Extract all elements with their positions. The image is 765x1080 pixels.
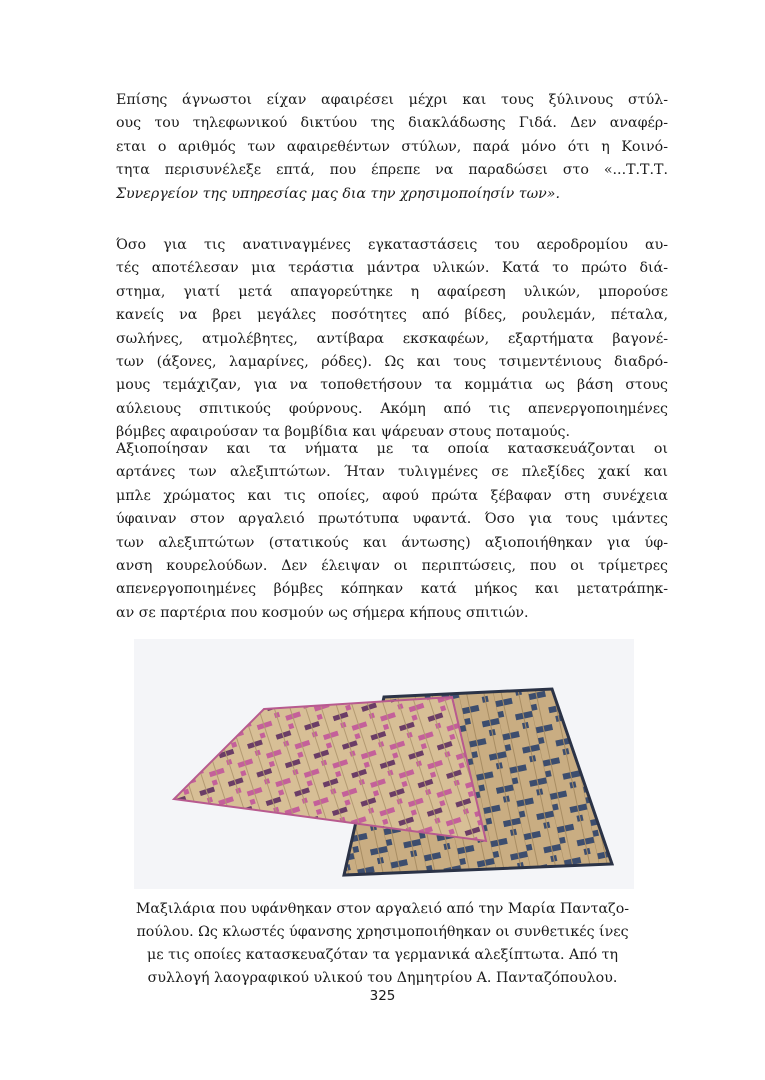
text-line: μους τεμάχιζαν, για να τοποθετήσουν τα κομμάτια ως βάση στους: [116, 377, 668, 394]
caption-line: πούλου. Ως κλωστές ύφανσης χρησιμοποιήθηκαν οι συνθετικές ίνες: [136, 924, 629, 940]
text-line: Επίσης άγνωστοι είχαν αφαιρέσει μέχρι και τους ξύλινους στύλ-: [116, 92, 668, 108]
text-line: μπλε χρώματος και τις οποίες, αφού πρώτα ξέβαφαν στη συνέχεια: [116, 487, 668, 504]
caption-line: με τις οποίες κατασκευαζόταν τα γερμανικά αλεξίπτωτα. Από τη: [146, 947, 619, 963]
text-line: βόμβες αφαιρούσαν τα βομβίδια και ψάρευαν στους ποταμούς.: [116, 424, 570, 441]
text-line: ανση κουρελούδων. Δεν έλειψαν οι περιπτώσεις, που οι τρίμετρες: [116, 558, 668, 575]
text-line: σωλήνες, ατμολέβητες, αντίβαρα εκσκαφέων, εξαρτήματα βαγονέ-: [116, 330, 668, 347]
text-line: αρτάνες των αλεξιπτώτων. Ήταν τυλιγμένες σε πλεξίδες χακί και: [116, 464, 668, 481]
text-line: αν σε παρτέρια που κοσμούν ως σήμερα κήπους σπιτιών.: [116, 604, 529, 621]
woven-pillows-photo: [134, 639, 634, 889]
paragraph-3: [116, 438, 668, 625]
text-line: ους του τηλεφωνικού δικτύου της διακλάδωσης Γιδά. Δεν αναφέρ-: [116, 115, 668, 132]
text-line: κανείς να βρει μεγάλες ποσότητες από βίδες, ρουλεμάν, πέταλα,: [116, 307, 668, 324]
text-line: τητα περισυνέλεξε επτά, που έπρεπε να παραδώσει στο «...Τ.Τ.Τ.: [116, 162, 668, 179]
text-line: Όσο για τις ανατιναγμένες εγκαταστάσεις του αεροδρομίου αυ-: [116, 237, 668, 253]
text-line: απενεργοποιημένες βόμβες κόπηκαν κατά μήκος και μετατράπηκ-: [116, 581, 668, 598]
text-line: των (άξονες, λαμαρίνες, ρόδες). Ως και τους τσιμεντένιους διαδρό-: [116, 354, 668, 371]
text-line: στημα, γιατί μετά απαγορεύτηκε η αφαίρεση υλικών, μπορούσε: [116, 283, 668, 300]
text-line: τές αποτέλεσαν μια τεράστια μάντρα υλικών. Κατά το πρώτο διά-: [116, 260, 668, 277]
text-line: των αλεξιπτώτων (στατικούς και άντωσης) αξιοποιήθηκαν για ύφ-: [116, 534, 668, 551]
photo-caption: [100, 898, 665, 990]
paragraph-1: [116, 89, 668, 206]
text-line: ύφαιναν στον αργαλειό πρωτότυπα υφαντά. Όσο για τους ιμάντες: [116, 511, 668, 528]
text-line: εται ο αριθμός των αφαιρεθέντων στύλων, παρά μόνο ότι η Κοινό-: [116, 138, 668, 155]
text-line: Συνεργείον της υπηρεσίας μας δια την χρησιμοποίησίν των».: [116, 185, 560, 202]
text-line: αύλειους σπιτικούς φούρνους. Ακόμη από τις απενεργοποιημένες: [116, 400, 668, 417]
woven-pillows-illustration: [134, 639, 634, 889]
caption-line: Μαξιλάρια που υφάνθηκαν στον αργαλειό από την Μαρία Πανταζο-: [135, 901, 630, 917]
text-line: Αξιοποίησαν και τα νήματα με τα οποία κατασκευάζονται οι: [116, 441, 668, 457]
page-number: 325: [369, 988, 396, 1004]
paragraph-2: [116, 234, 668, 445]
caption-line: συλλογή λαογραφικού υλικού του Δημητρίου Α. Πανταζόπουλου.: [147, 970, 618, 986]
